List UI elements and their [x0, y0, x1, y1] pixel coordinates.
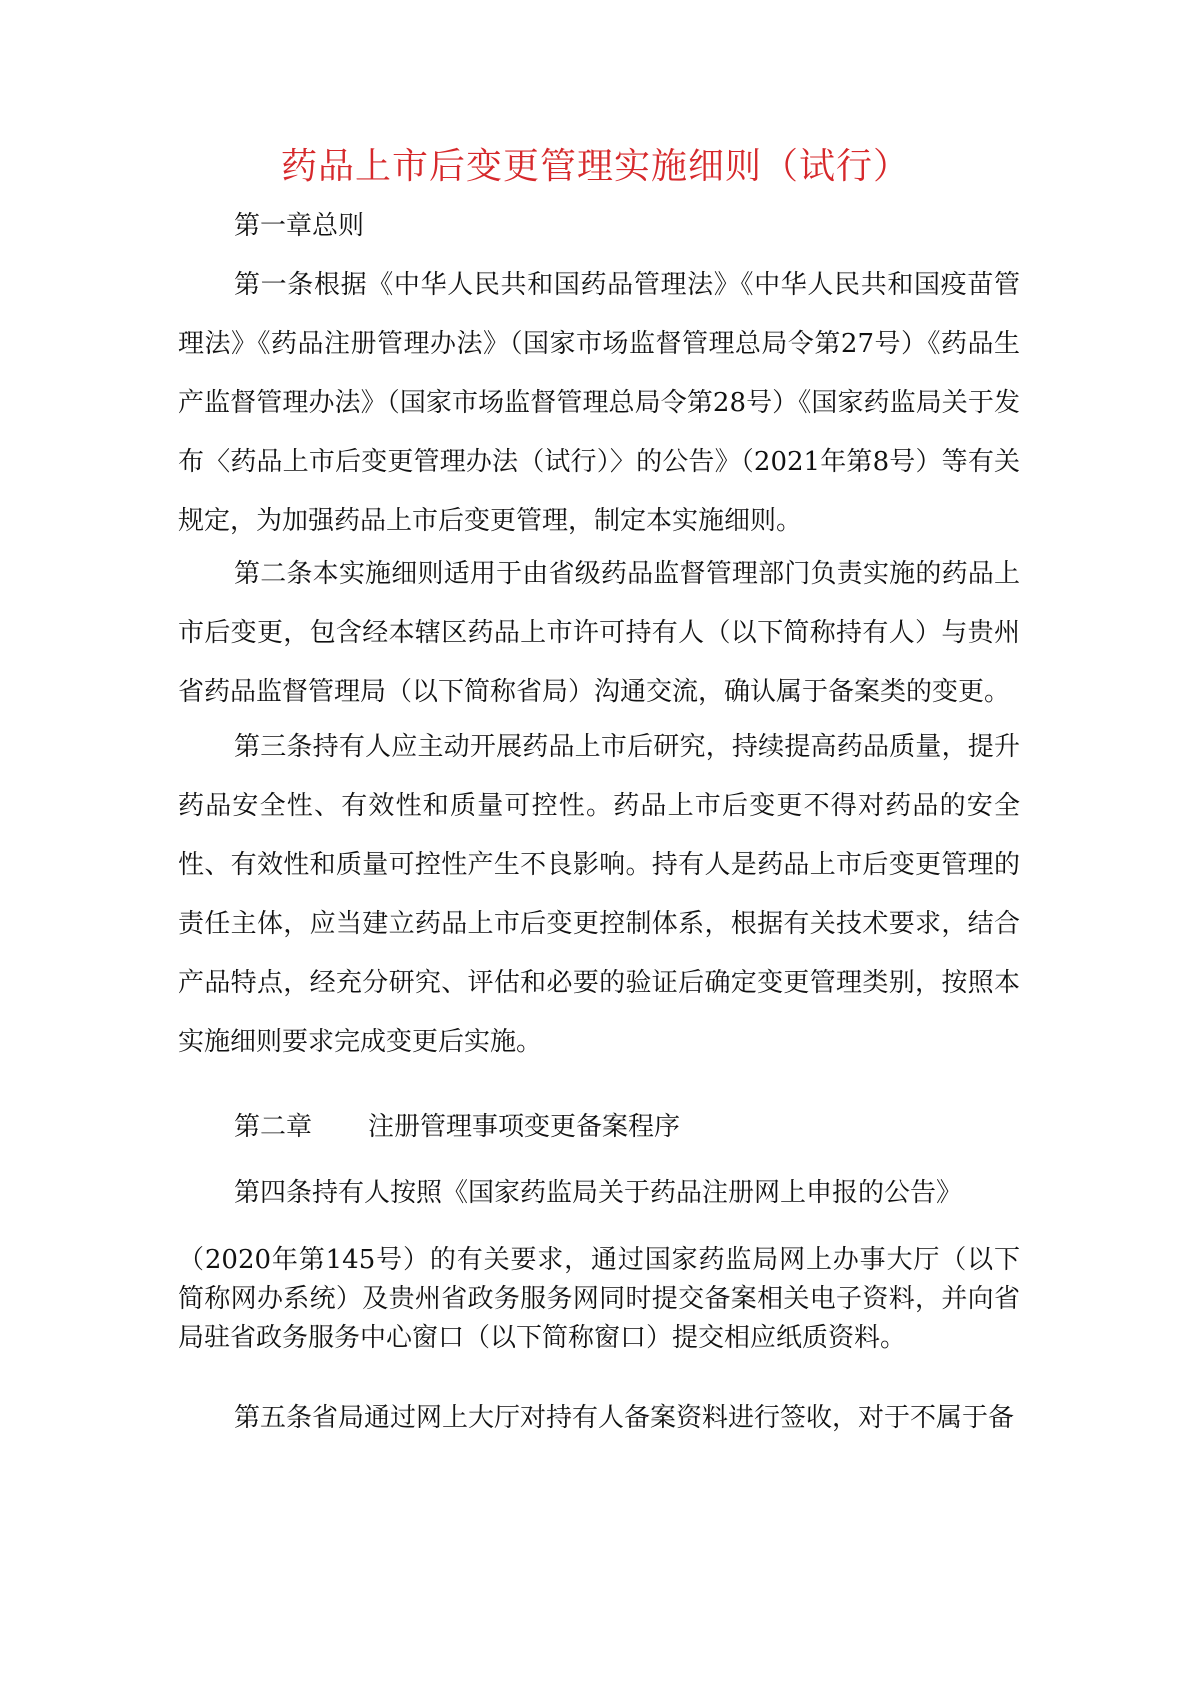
article-1: 第一条根据《中华人民共和国药品管理法》《中华人民共和国疫苗管理法》《药品注册管理办法》（国家市场监督管理总局令第27号）《药品生产监督管理办法》（国家市场监督管理总局令第28号）《国家药监局关于发布〈药品上市后变更管理办法（试行）〉的公告》（2021年第8号）等有关规定，为加强药品上市后变更管理，制定本实施细则。 — [178, 270, 1020, 536]
chapter-2-heading — [234, 1107, 680, 1147]
document-title: 药品上市后变更管理实施细则（试行） — [280, 146, 910, 187]
article-2: 第二条本实施细则适用于由省级药品监督管理部门负责实施的药品上市后变更，包含经本辖区药品上市许可持有人（以下简称持有人）与贵州省药品监督管理局（以下简称省局）沟通交流，确认属于备案类的变更。 — [178, 559, 1020, 707]
article-4-body: （2020年第145号）的有关要求，通过国家药监局网上办事大厅（以下简称网办系统）及贵州省政务服务网同时提交备案相关电子资料，并向省局驻省政务服务中心窗口（以下简称窗口）提交相应纸质资料。 — [178, 1245, 1020, 1353]
article-3: 第三条持有人应主动开展药品上市后研究，持续提高药品质量，提升药品安全性、有效性和质量可控性。药品上市后变更不得对药品的安全性、有效性和质量可控性产生不良影响。持有人是药品上市后变更管理的责任主体，应当建立药品上市后变更控制体系，根据有关技术要求，结合产品特点，经充分研究、评估和必要的验证后确定变更管理类别，按照本实施细则要求完成变更后实施。 — [178, 732, 1020, 1057]
article-5: 第五条省局通过网上大厅对持有人备案资料进行签收，对于不属于备 — [234, 1403, 1015, 1433]
chapter-1-heading: 第一章总则 — [234, 211, 365, 241]
chapter-2-number: 第二章 — [234, 1112, 313, 1142]
chapter-2-name: 注册管理事项变更备案程序 — [368, 1112, 681, 1142]
article-4-head: 第四条持有人按照《国家药监局关于药品注册网上申报的公告》 — [234, 1178, 963, 1208]
